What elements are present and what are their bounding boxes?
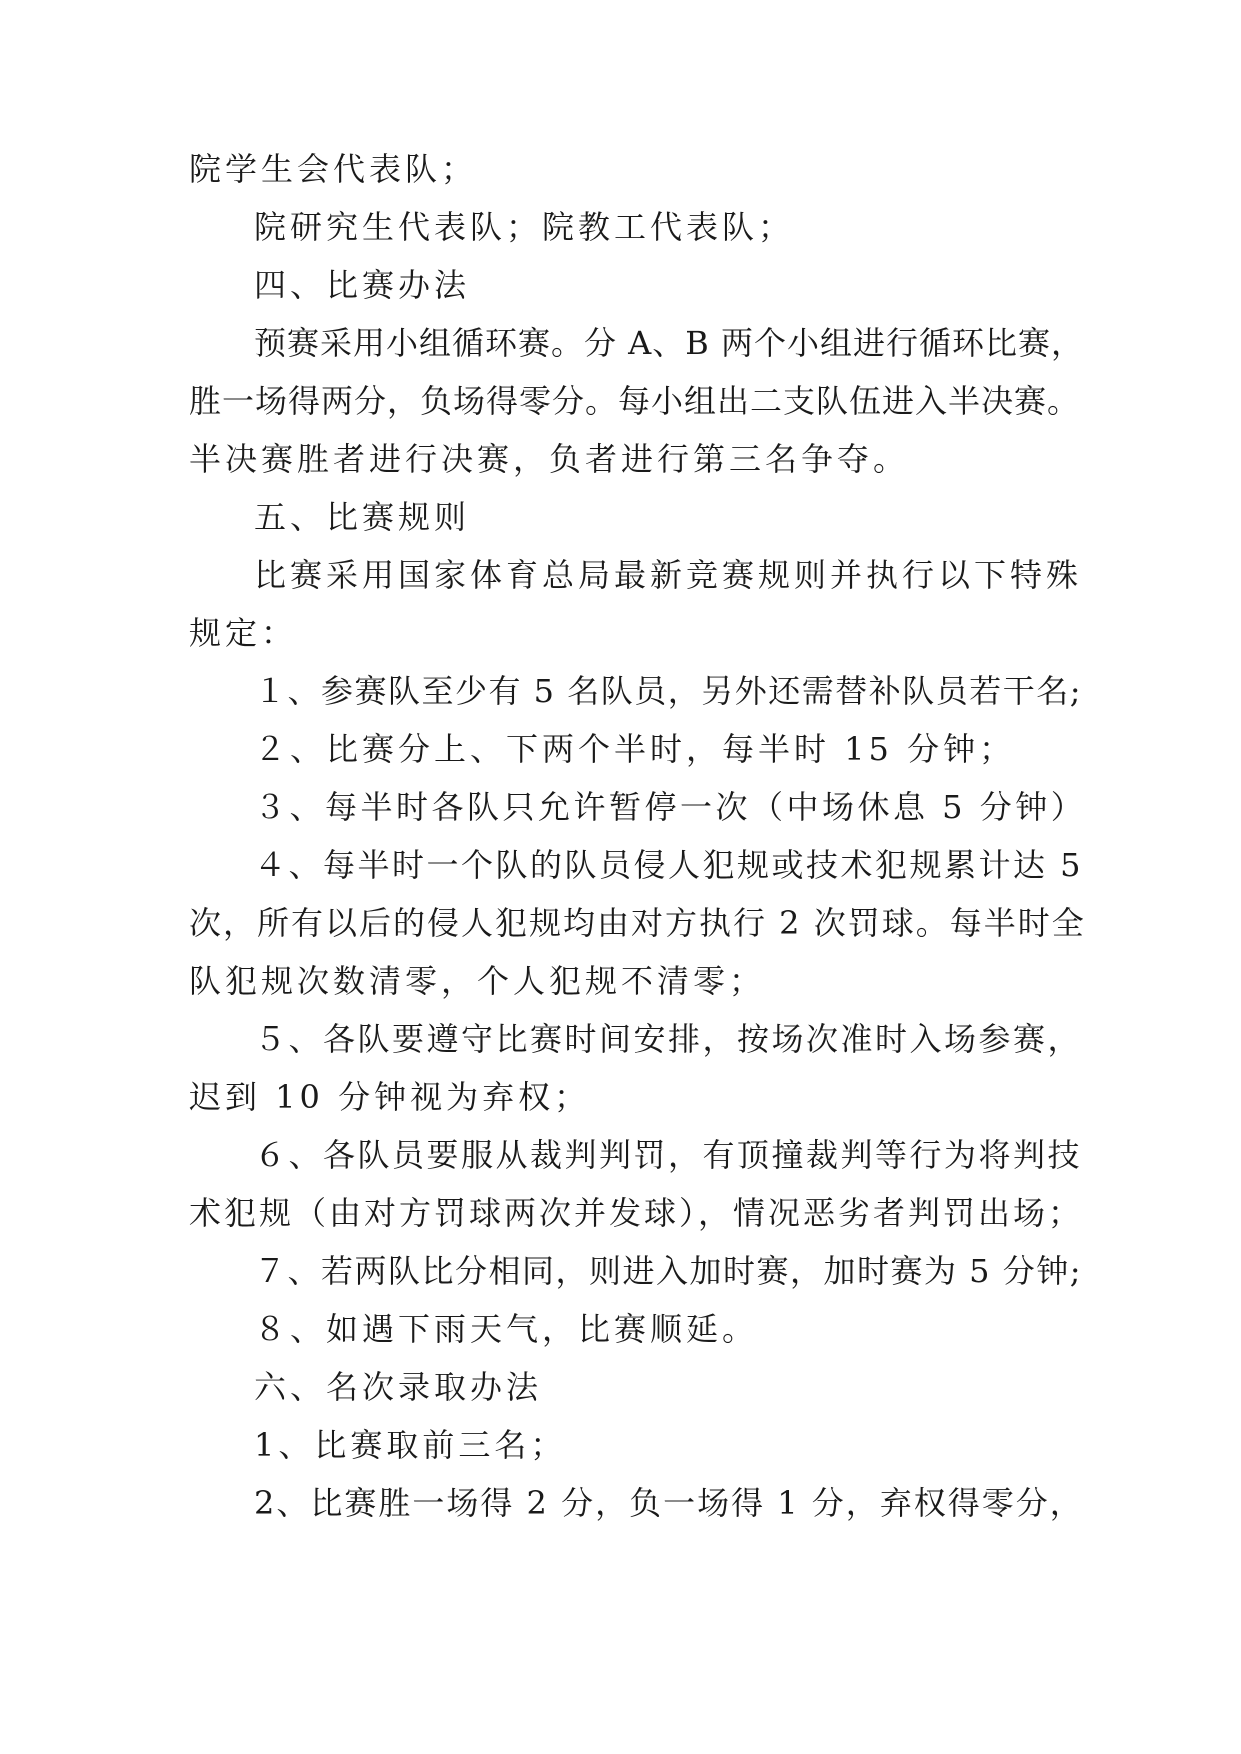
text-line: 迟到 10 分钟视为弃权； [189,1078,591,1116]
text-line: 胜一场得两分，负场得零分。每小组出二支队伍进入半决赛。 [189,382,1081,420]
text-line: 比赛采用国家体育总局最新竞赛规则并执行以下特殊 [254,556,1083,594]
list-item: ７、若两队比分相同，则进入加时赛，加时赛为 5 分钟; [254,1252,1082,1290]
section-heading: 五、比赛规则 [254,498,471,536]
text-line: 预赛采用小组循环赛。分 A、B 两个小组进行循环比赛， [254,324,1084,362]
section-heading: 四、比赛办法 [254,266,471,304]
text-line: 队犯规次数清零，个人犯规不清零； [189,962,766,1000]
list-item: ２、比赛分上、下两个半时，每半时 15 分钟； [254,730,1016,768]
list-item: 1、比赛取前三名； [254,1426,567,1464]
list-item: ６、各队员要服从裁判判罚，有顶撞裁判等行为将判技 [254,1136,1083,1174]
list-item: １、参赛队至少有 5 名队员，另外还需替补队员若干名; [254,672,1082,710]
list-item: 2、比赛胜一场得 2 分，负一场得 1 分，弃权得零分， [254,1484,1084,1522]
list-item: ３、每半时各队只允许暂停一次（中场休息 5 分钟） [254,788,1087,826]
text-line: 半决赛胜者进行决赛，负者进行第三名争夺。 [189,440,910,478]
list-item: ５、各队要遵守比赛时间安排，按场次准时入场参赛， [254,1020,1083,1058]
text-line: 次，所有以后的侵人犯规均由对方执行 2 次罚球。每半时全 [189,904,1086,942]
text-line: 院研究生代表队；院教工代表队； [254,208,795,246]
section-heading: 六、名次录取办法 [254,1368,543,1406]
text-line: 院学生会代表队； [189,150,478,188]
text-line: 规定： [189,614,298,652]
text-line: 术犯规（由对方罚球两次并发球），情况恶劣者判罚出场； [189,1194,1084,1232]
list-item: ４、每半时一个队的队员侵人犯规或技术犯规累计达 5 [254,846,1084,884]
list-item: ８、如遇下雨天气，比赛顺延。 [254,1310,759,1348]
